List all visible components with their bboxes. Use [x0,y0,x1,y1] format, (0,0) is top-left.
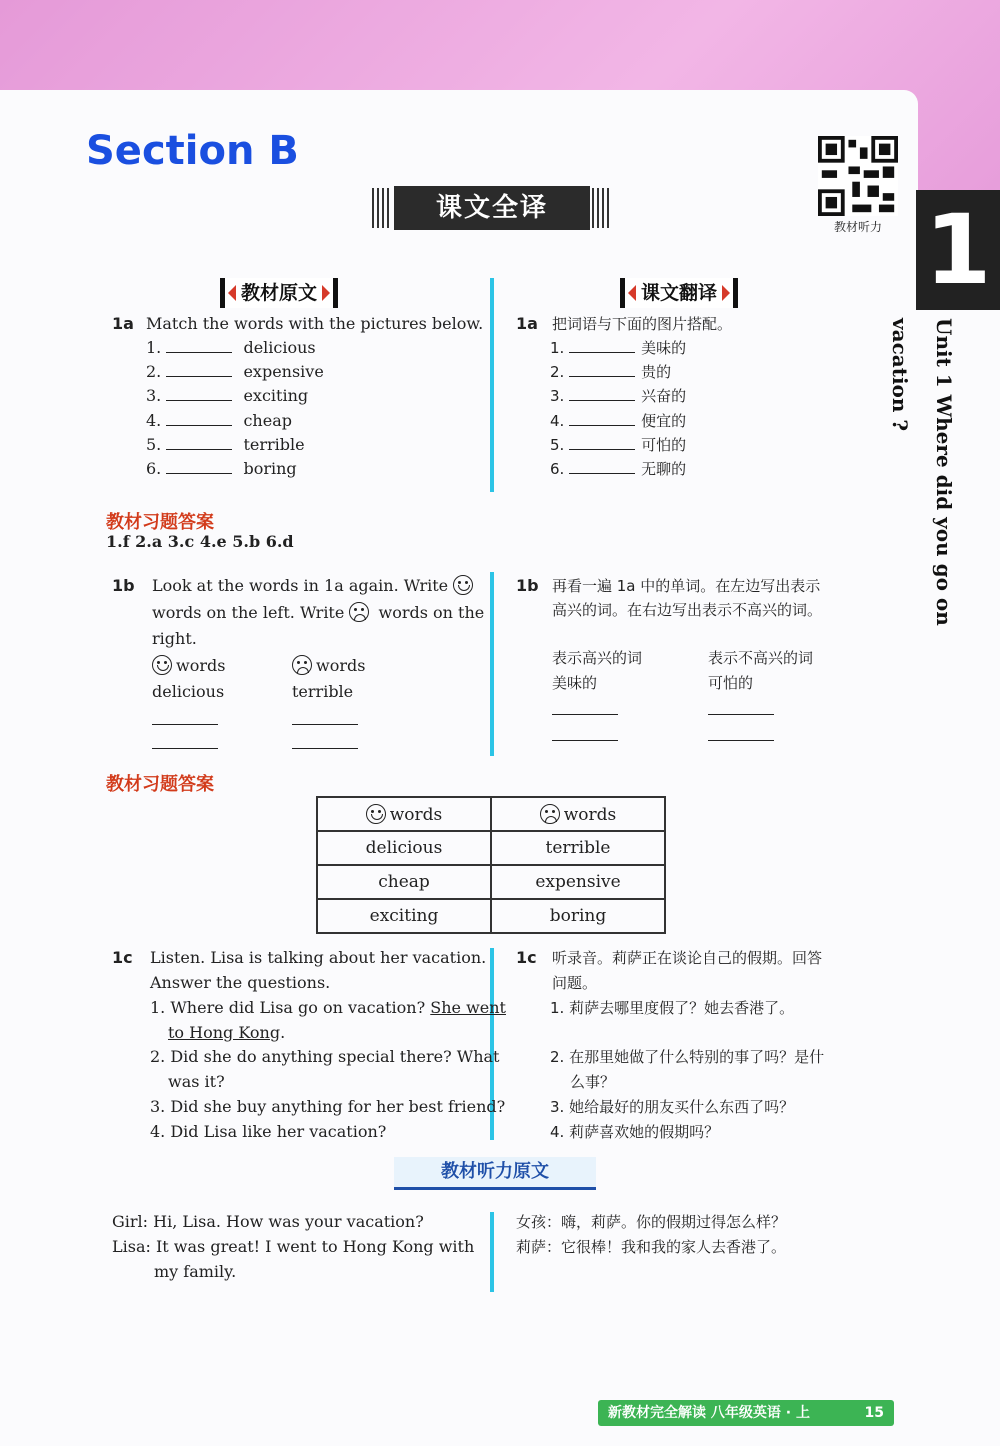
match-item: 3. exciting [146,386,309,405]
table-header-cell: words [317,797,491,831]
question-3: 3. Did she buy anything for her best friend? [150,1097,506,1116]
exercise-label-1b: 1b [112,576,135,595]
table-cell: terrible [491,831,665,865]
question-1-cn: 1. 莉萨去哪里度假了？她去香港了。 [550,999,795,1017]
sad-column-head-cn: 表示不高兴的词 [708,649,814,667]
match-item: 1. delicious [146,338,316,357]
listening-text-banner: 教材听力原文 [394,1157,596,1190]
match-item-cn: 4. 便宜的 [550,409,686,433]
question-1: 1. Where did Lisa go on vacation? She went [150,998,506,1017]
unit-number-tab: 1 [916,190,1000,310]
table-cell: boring [491,899,665,933]
dialogue-line: my family. [154,1262,237,1281]
smiley-face-icon [152,655,172,675]
happy-column-head: words [152,654,225,678]
smiley-face-icon [453,575,473,595]
instruction-1b-line1: Look at the words in 1a again. Write [152,574,477,598]
happy-example: delicious [152,682,225,701]
exercise-label-1c-cn: 1c [516,948,537,967]
answer-line[interactable] [292,724,358,725]
answers-1b-table [316,796,666,934]
answer-blank[interactable] [166,360,232,377]
table-row [317,899,665,933]
sad-example: terrible [292,682,354,701]
instruction-1c-cn-line2: 问题。 [552,974,598,992]
match-item-cn: 5. 可怕的 [550,433,686,457]
instruction-1c-cn-line1: 听录音。莉萨正在谈论自己的假期。回答 [552,949,823,967]
dialogue-line-cn: 女孩：嗨，莉萨。你的假期过得怎么样？ [516,1213,787,1231]
smiley-face-icon [366,804,386,824]
answer-text: She went [430,998,506,1017]
question-4-cn: 4. 莉萨喜欢她的假期吗？ [550,1123,720,1141]
answer-blank[interactable] [569,360,635,377]
exercise-label-1a: 1a [112,314,134,333]
answer-line[interactable] [152,748,218,749]
match-item-cn: 2. 贵的 [550,360,671,384]
instruction-1b-line2: words on the left. Write words on the [152,603,485,622]
question-2-cn: 2. 在那里她做了什么特别的事了吗？是什 [550,1048,825,1066]
table-cell: delicious [317,831,491,865]
answer-line[interactable] [708,740,774,741]
answer-blank[interactable] [569,409,635,426]
match-item-cn: 6. 无聊的 [550,457,686,481]
exercise-label-1a-cn: 1a [516,314,538,333]
dialogue-line: Lisa: It was great! I went to Hong Kong with [112,1237,475,1256]
table-cell: cheap [317,865,491,899]
table-cell: exciting [317,899,491,933]
page-number: 15 [864,1405,884,1421]
answer-blank[interactable] [166,409,232,426]
book-title: 新教材完全解读 八年级英语 · 上 [608,1405,810,1421]
exercise-label-1c: 1c [112,948,133,967]
answer-blank[interactable] [569,433,635,450]
answer-blank[interactable] [166,336,232,353]
sad-example-cn: 可怕的 [708,674,754,692]
match-item: 2. expensive [146,362,324,381]
qr-caption: 教材听力 [833,220,882,234]
column-divider [490,278,494,492]
banner-label: 课文全译 [394,186,590,230]
answer-blank[interactable] [166,384,232,401]
answer-line[interactable] [708,714,774,715]
dialogue-line-cn: 莉萨：它很棒！我和我的家人去香港了。 [516,1238,787,1256]
banner-stripes-right [592,188,612,228]
section-title: Section B [86,128,299,174]
question-3-cn: 3. 她给最好的朋友买什么东西了吗？ [550,1098,795,1116]
instruction-1c-line2: Answer the questions. [150,973,331,992]
table-cell: expensive [491,865,665,899]
sad-column-head: words [292,654,365,678]
answer-line[interactable] [292,748,358,749]
instruction-1a: Match the words with the pictures below. [146,314,484,333]
instruction-1c-line1: Listen. Lisa is talking about her vacation. [150,948,487,967]
answer-blank[interactable] [569,457,635,474]
instruction-1b-line3: right. [152,629,197,648]
answer-line[interactable] [552,714,618,715]
answer-blank[interactable] [569,384,635,401]
question-2-cn-cont: 么事？ [570,1073,616,1091]
answers-heading: 教材习题答案 [106,774,214,795]
page-footer [598,1400,894,1426]
sad-face-icon [349,602,369,622]
answer-blank[interactable] [166,457,232,474]
qr-code-icon[interactable] [818,136,898,216]
match-item-cn: 1. 美味的 [550,336,686,360]
answers-heading: 教材习题答案 [106,512,214,533]
answer-blank[interactable] [166,433,232,450]
question-1-answer: to Hong Kong. [168,1023,286,1042]
sad-face-icon [292,655,312,675]
match-item: 6. boring [146,459,297,478]
question-4: 4. Did Lisa like her vacation? [150,1122,387,1141]
answer-line[interactable] [552,740,618,741]
question-2-cont: was it? [168,1072,225,1091]
answer-line[interactable] [152,724,218,725]
happy-column-head-cn: 表示高兴的词 [552,649,643,667]
translation-banner [372,186,612,230]
translation-tag: 课文翻译 [620,278,738,308]
instruction-1b-cn-line1: 再看一遍 1a 中的单词。在左边写出表示 [552,577,821,595]
happy-example-cn: 美味的 [552,674,598,692]
table-header-cell: words [491,797,665,831]
match-item-cn: 3. 兴奋的 [550,384,686,408]
sad-face-icon [540,804,560,824]
column-divider [490,1212,494,1292]
table-row [317,831,665,865]
match-item: 5. terrible [146,435,305,454]
table-header-row [317,797,665,831]
exercise-label-1b-cn: 1b [516,576,539,595]
banner-stripes-left [372,188,392,228]
answers-1a: 1.f 2.a 3.c 4.e 5.b 6.d [106,532,294,551]
instruction-1a-cn: 把词语与下面的图片搭配。 [552,315,733,333]
dialogue-line: Girl: Hi, Lisa. How was your vacation? [112,1212,424,1231]
original-text-tag: 教材原文 [220,278,338,308]
instruction-1b-cn-line2: 高兴的词。在右边写出表示不高兴的词。 [552,601,823,619]
table-row [317,865,665,899]
answer-blank[interactable] [569,336,635,353]
question-2: 2. Did she do anything special there? What [150,1047,500,1066]
match-item: 4. cheap [146,411,292,430]
column-divider [490,572,494,756]
unit-title-vertical: Unit 1 Where did you go on vacation ? [888,318,956,626]
